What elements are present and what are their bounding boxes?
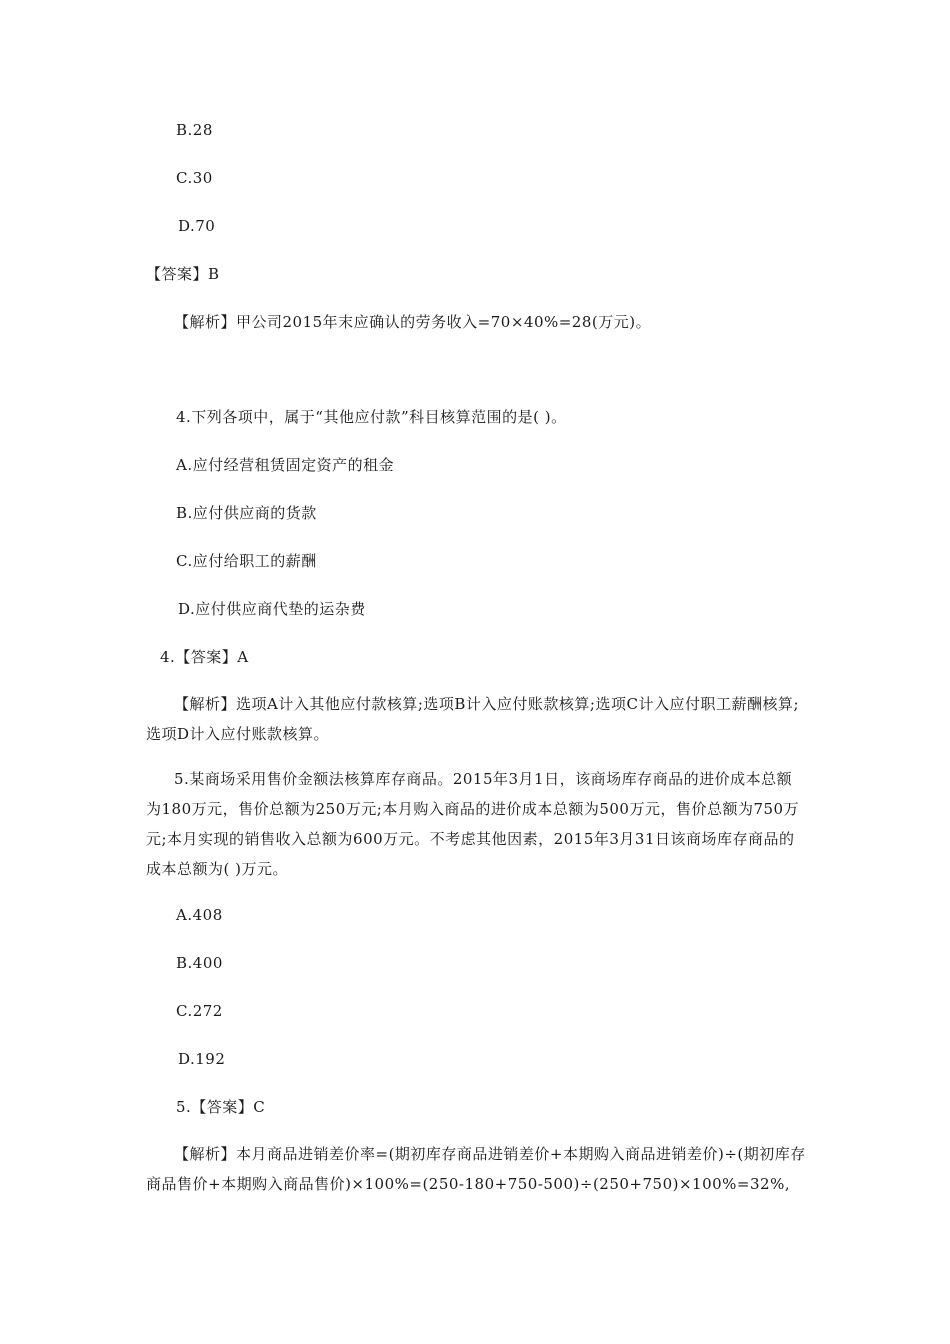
q3-option-d: D.70 <box>178 217 216 235</box>
q5-option-a: A.408 <box>176 906 223 924</box>
q5-option-c: C.272 <box>176 1002 223 1020</box>
q5-stem <box>146 764 806 884</box>
q4-analysis-text: 【解析】选项A计入其他应付款核算;选项B计入应付账款核算;选项C计入应付职工薪酬核算;选项D计入应付账款核算。 <box>146 695 799 743</box>
q3-option-c: C.30 <box>176 169 213 187</box>
q4-answer: 4.【答案】A <box>160 648 249 666</box>
q4-option-d: D.应付供应商代垫的运杂费 <box>178 600 366 618</box>
q4-option-a: A.应付经营租赁固定资产的租金 <box>176 456 395 474</box>
q3-analysis: 【解析】甲公司2015年末应确认的劳务收入=70×40%=28(万元)。 <box>174 313 652 331</box>
q4-option-b: B.应付供应商的货款 <box>176 504 317 522</box>
q4-option-c: C.应付给职工的薪酬 <box>176 552 317 570</box>
q5-analysis <box>146 1139 806 1199</box>
q4-analysis <box>146 689 806 749</box>
q5-option-d: D.192 <box>178 1050 226 1068</box>
q3-option-b: B.28 <box>176 121 213 139</box>
q3-answer: 【答案】B <box>146 265 220 283</box>
q5-option-b: B.400 <box>176 954 223 972</box>
q5-analysis-text: 【解析】本月商品进销差价率=(期初库存商品进销差价+本期购入商品进销差价)÷(期初库存商品售价+本期购入商品售价)×100%=(250-180+750-500)÷(250+750)×100%=32%, <box>146 1145 806 1193</box>
q4-stem: 4.下列各项中，属于“其他应付款”科目核算范围的是( )。 <box>176 408 567 426</box>
q5-answer: 5.【答案】C <box>176 1098 266 1116</box>
q5-stem-text: 5.某商场采用售价金额法核算库存商品。2015年3月1日，该商场库存商品的进价成本总额为180万元，售价总额为250万元;本月购入商品的进价成本总额为500万元，售价总额为750万元;本月实现的销售收入总额为600万元。不考虑其他因素，2015年3月31日该商场库存商品的成本总额为( )万元。 <box>146 770 800 878</box>
